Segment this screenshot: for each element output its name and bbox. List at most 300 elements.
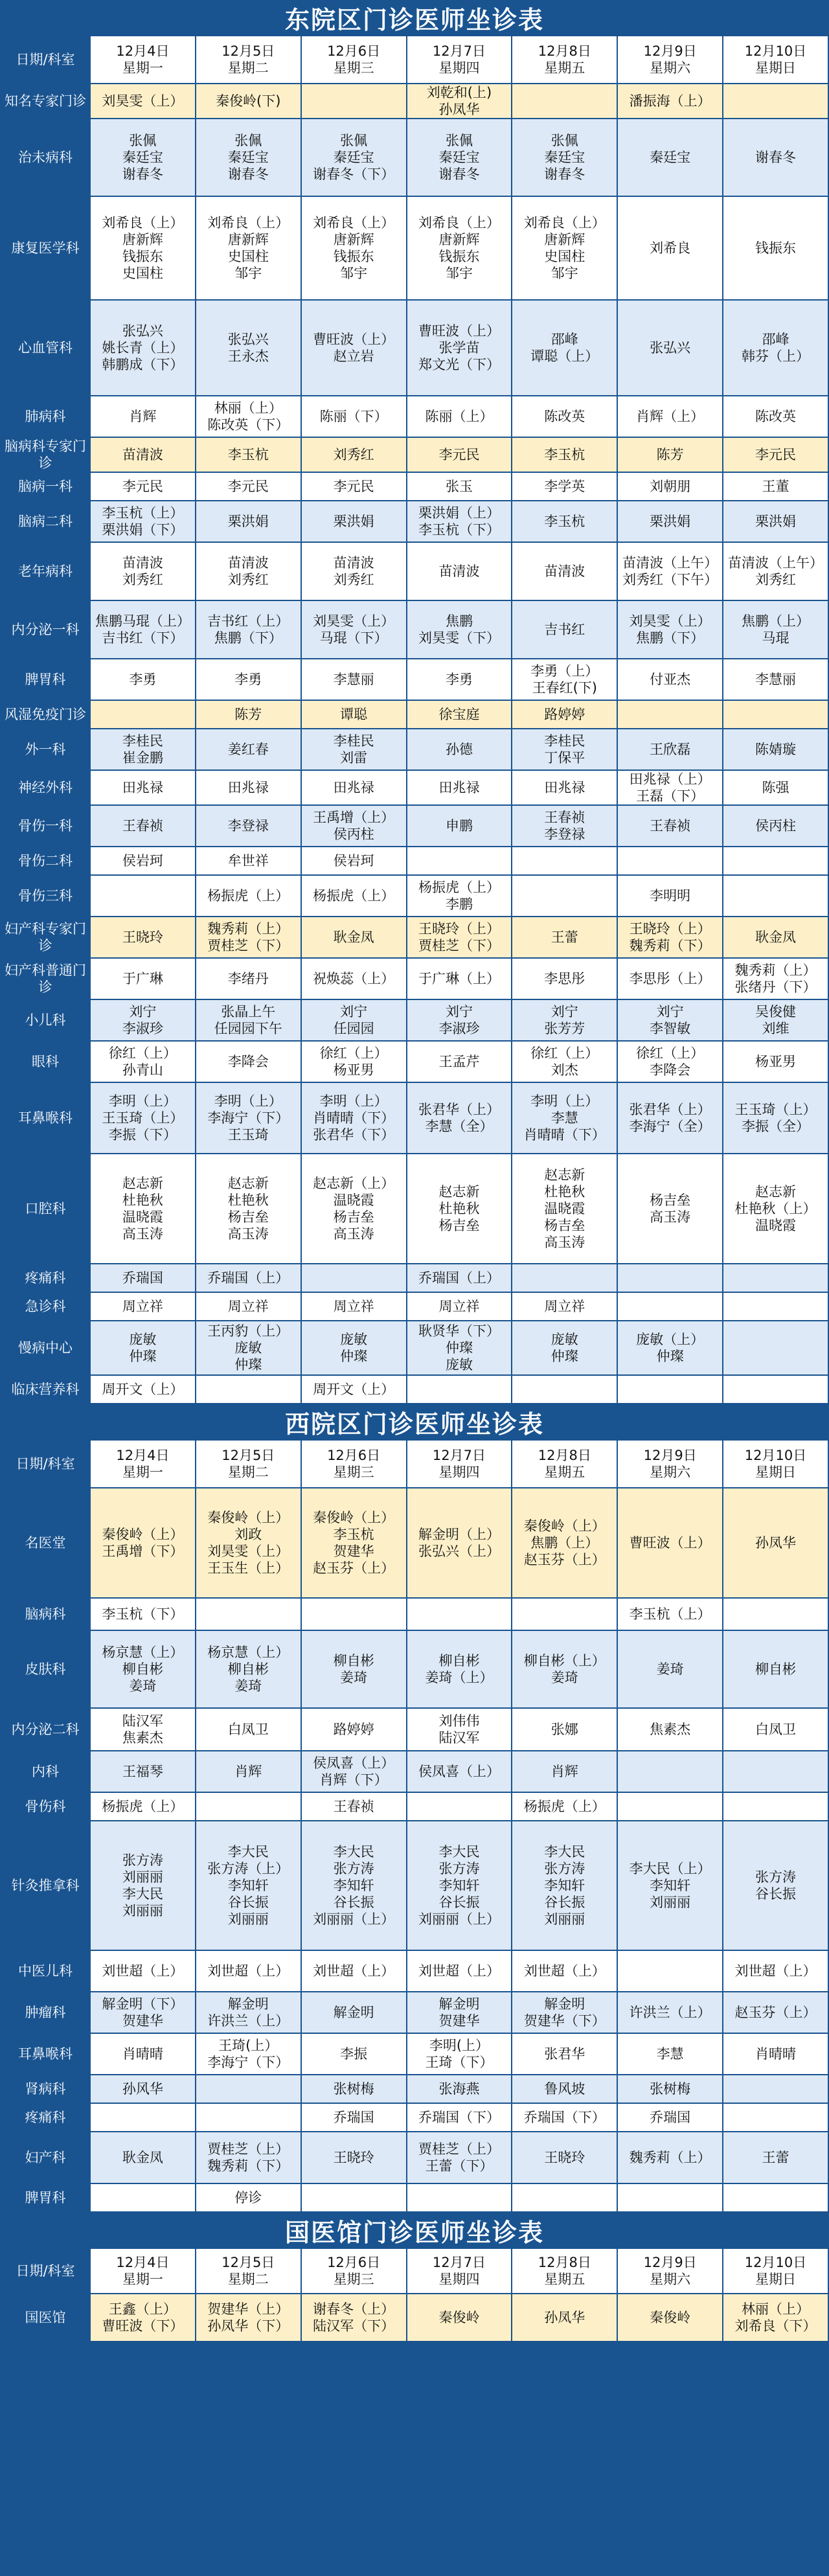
doctor-cell: 李登禄 bbox=[196, 805, 301, 847]
doctor-cell bbox=[617, 1292, 723, 1321]
doctor-cell: 李大民 张方涛（上） 李知轩 谷长振 刘丽丽 bbox=[196, 1821, 301, 1950]
day-header: 12月8日 星期五 bbox=[512, 1440, 617, 1488]
doctor-cell bbox=[617, 1375, 723, 1404]
schedule-row bbox=[1, 2183, 828, 2212]
doctor-cell: 白凤卫 bbox=[196, 1708, 301, 1751]
doctor-cell: 吴俊健 刘维 bbox=[723, 999, 828, 1041]
doctor-cell: 田兆禄 bbox=[196, 770, 301, 805]
department-name: 风湿免疫门诊 bbox=[1, 700, 90, 729]
doctor-cell bbox=[617, 1751, 723, 1792]
doctor-cell: 周立祥 bbox=[90, 1292, 196, 1321]
schedule-row bbox=[1, 729, 828, 770]
department-name: 脑病二科 bbox=[1, 501, 90, 542]
doctor-cell: 李降会 bbox=[196, 1041, 301, 1082]
doctor-cell: 庞敏 仲璨 bbox=[512, 1321, 617, 1375]
doctor-cell: 邵峰 韩芬（上） bbox=[723, 300, 828, 396]
doctor-cell: 焦鹏（上） 马琨 bbox=[723, 600, 828, 659]
doctor-cell bbox=[723, 1264, 828, 1292]
doctor-cell: 周立祥 bbox=[196, 1292, 301, 1321]
doctor-cell: 张玉 bbox=[407, 472, 512, 501]
doctor-cell: 刘宁 张芳芳 bbox=[512, 999, 617, 1041]
department-name: 知名专家门诊 bbox=[1, 84, 90, 119]
west-rows bbox=[1, 1488, 828, 2212]
doctor-cell: 陈改英 bbox=[723, 396, 828, 437]
west-title: 西院区门诊医师坐诊表 bbox=[0, 1404, 829, 1439]
doctor-cell: 陈改英 bbox=[512, 396, 617, 437]
doctor-cell bbox=[617, 1792, 723, 1821]
doctor-cell: 李桂民 丁保平 bbox=[512, 729, 617, 770]
day-header: 12月6日 星期三 bbox=[301, 2248, 407, 2294]
doctor-cell bbox=[723, 847, 828, 875]
doctor-cell: 李玉杭（下） bbox=[90, 1598, 196, 1630]
schedule-row bbox=[1, 1821, 828, 1950]
doctor-cell bbox=[723, 2103, 828, 2132]
doctor-cell: 乔瑞国（下） bbox=[407, 2103, 512, 2132]
doctor-cell: 肖辉（上） bbox=[617, 396, 723, 437]
doctor-cell bbox=[90, 700, 196, 729]
doctor-cell: 李勇 bbox=[90, 659, 196, 700]
doctor-cell: 张树梅 bbox=[301, 2075, 407, 2103]
day-header: 12月4日 星期一 bbox=[90, 1440, 196, 1488]
doctor-cell bbox=[723, 1598, 828, 1630]
doctor-cell: 刘世超（上） bbox=[301, 1950, 407, 1992]
doctor-cell: 侯岩珂 bbox=[90, 847, 196, 875]
doctor-cell: 张弘兴 王永杰 bbox=[196, 300, 301, 396]
doctor-cell bbox=[512, 2183, 617, 2212]
doctor-cell: 李明（上） 李海宁（下） 王玉琦 bbox=[196, 1082, 301, 1154]
gyg-schedule-table bbox=[0, 2248, 829, 2342]
doctor-cell: 苗清波 bbox=[512, 542, 617, 600]
department-name: 临床营养科 bbox=[1, 1375, 90, 1404]
day-header: 12月10日 星期日 bbox=[723, 2248, 828, 2294]
doctor-cell: 周立祥 bbox=[301, 1292, 407, 1321]
doctor-cell: 李玉杭 bbox=[512, 501, 617, 542]
schedule-row bbox=[1, 659, 828, 700]
gyg-rows bbox=[1, 2294, 828, 2342]
schedule-row bbox=[1, 472, 828, 501]
doctor-cell: 栗洪娟 bbox=[301, 501, 407, 542]
doctor-cell: 杨振虎（上） bbox=[90, 1792, 196, 1821]
department-name: 神经外科 bbox=[1, 770, 90, 805]
doctor-cell bbox=[196, 1375, 301, 1404]
doctor-cell: 栗洪娟 bbox=[617, 501, 723, 542]
doctor-cell: 贾桂芝（上） 王蕾（下） bbox=[407, 2132, 512, 2183]
doctor-cell: 柳自彬 姜琦 bbox=[301, 1630, 407, 1708]
doctor-cell: 张树梅 bbox=[617, 2075, 723, 2103]
doctor-cell: 鲁风坡 bbox=[512, 2075, 617, 2103]
doctor-cell: 侯岩珂 bbox=[301, 847, 407, 875]
doctor-cell: 徐宝庭 bbox=[407, 700, 512, 729]
doctor-cell: 李元民 bbox=[196, 472, 301, 501]
doctor-cell bbox=[301, 1598, 407, 1630]
doctor-cell: 秦俊岭（上） 王禹增（下） bbox=[90, 1488, 196, 1598]
schedule-row bbox=[1, 1708, 828, 1751]
doctor-cell: 李勇 bbox=[407, 659, 512, 700]
doctor-cell: 邵峰 谭聪（上） bbox=[512, 300, 617, 396]
doctor-cell: 张君华 bbox=[512, 2033, 617, 2075]
doctor-cell bbox=[301, 84, 407, 119]
doctor-cell: 李大民 张方涛 李知轩 谷长振 刘丽丽 bbox=[512, 1821, 617, 1950]
doctor-cell: 焦鹏马琨（上） 吉书红（下） bbox=[90, 600, 196, 659]
doctor-cell: 周立祥 bbox=[407, 1292, 512, 1321]
schedule-row bbox=[1, 600, 828, 659]
schedule-row bbox=[1, 300, 828, 396]
schedule-row bbox=[1, 1598, 828, 1630]
doctor-cell bbox=[407, 1792, 512, 1821]
schedule-row bbox=[1, 1041, 828, 1082]
department-name: 妇产科普通门诊 bbox=[1, 958, 90, 999]
department-name: 慢病中心 bbox=[1, 1321, 90, 1375]
doctor-cell: 王晓玲 bbox=[301, 2132, 407, 2183]
department-name: 外一科 bbox=[1, 729, 90, 770]
doctor-cell: 王蕾 bbox=[723, 2132, 828, 2183]
schedule-row bbox=[1, 847, 828, 875]
doctor-cell: 刘秀红 bbox=[301, 437, 407, 472]
doctor-cell: 柳自彬 bbox=[723, 1630, 828, 1708]
department-name: 肿瘤科 bbox=[1, 1992, 90, 2033]
doctor-cell: 曹旺波（上） 张学苗 郑文光（下） bbox=[407, 300, 512, 396]
schedule-row bbox=[1, 2132, 828, 2183]
doctor-cell: 苗清波 刘秀红 bbox=[196, 542, 301, 600]
west-schedule-table bbox=[0, 1439, 829, 2213]
doctor-cell: 王春祯 bbox=[90, 805, 196, 847]
doctor-cell: 陈芳 bbox=[617, 437, 723, 472]
doctor-cell: 肖辉 bbox=[90, 396, 196, 437]
doctor-cell: 张佩 秦廷宝 谢春冬 bbox=[196, 119, 301, 196]
doctor-cell: 李明（上） 李慧 肖晴晴（下） bbox=[512, 1082, 617, 1154]
doctor-cell bbox=[617, 847, 723, 875]
doctor-cell: 刘乾和(上) 孙凤华 bbox=[407, 84, 512, 119]
doctor-cell: 苗清波 刘秀红 bbox=[90, 542, 196, 600]
doctor-cell: 刘宁 李淑珍 bbox=[407, 999, 512, 1041]
doctor-cell: 秦俊岭（上） 刘政 刘昊雯（上） 王玉生（上） bbox=[196, 1488, 301, 1598]
doctor-cell: 徐红（上） 刘杰 bbox=[512, 1041, 617, 1082]
department-name: 妇产科 bbox=[1, 2132, 90, 2183]
doctor-cell: 刘世超（上） bbox=[196, 1950, 301, 1992]
doctor-cell: 刘希良 bbox=[617, 196, 723, 300]
schedule-row bbox=[1, 999, 828, 1041]
doctor-cell bbox=[617, 2183, 723, 2212]
doctor-cell: 李绪丹 bbox=[196, 958, 301, 999]
doctor-cell: 解金明 许洪兰（上） bbox=[196, 1992, 301, 2033]
doctor-cell: 刘世超（上） bbox=[407, 1950, 512, 1992]
doctor-cell: 乔瑞国 bbox=[301, 2103, 407, 2132]
doctor-cell: 杨振虎（上） bbox=[512, 1792, 617, 1821]
doctor-cell: 王禹增（上） 侯丙柱 bbox=[301, 805, 407, 847]
doctor-cell: 耿金凤 bbox=[90, 2132, 196, 2183]
doctor-cell: 钱振东 bbox=[723, 196, 828, 300]
day-header: 12月5日 星期二 bbox=[196, 2248, 301, 2294]
doctor-cell: 赵志新 杜艳秋 杨吉垒 bbox=[407, 1154, 512, 1264]
department-name: 口腔科 bbox=[1, 1154, 90, 1264]
doctor-cell: 秦廷宝 bbox=[617, 119, 723, 196]
gyg-title: 国医馆门诊医师坐诊表 bbox=[0, 2213, 829, 2248]
schedule-row bbox=[1, 2103, 828, 2132]
doctor-cell bbox=[723, 1292, 828, 1321]
doctor-cell: 苗清波（上午） 刘秀红 bbox=[723, 542, 828, 600]
doctor-cell: 秦俊岭（上） 焦鹏（上） 赵玉芬（上） bbox=[512, 1488, 617, 1598]
schedule-row bbox=[1, 501, 828, 542]
doctor-cell: 陆汉军 焦素杰 bbox=[90, 1708, 196, 1751]
doctor-cell: 谭聪 bbox=[301, 700, 407, 729]
doctor-cell: 乔瑞国 bbox=[617, 2103, 723, 2132]
doctor-cell bbox=[723, 1375, 828, 1404]
department-name: 耳鼻喉科 bbox=[1, 2033, 90, 2075]
doctor-cell: 刘昊雯（上） bbox=[90, 84, 196, 119]
department-name: 疼痛科 bbox=[1, 2103, 90, 2132]
day-header: 12月9日 星期六 bbox=[617, 2248, 723, 2294]
doctor-cell: 停诊 bbox=[196, 2183, 301, 2212]
department-name: 脑病科专家门诊 bbox=[1, 437, 90, 472]
doctor-cell: 徐红（上） 孙青山 bbox=[90, 1041, 196, 1082]
doctor-cell: 祝焕蕊（上） bbox=[301, 958, 407, 999]
day-header: 12月4日 星期一 bbox=[90, 36, 196, 84]
east-rows bbox=[1, 84, 828, 1404]
doctor-cell bbox=[301, 1264, 407, 1292]
day-header: 12月10日 星期日 bbox=[723, 36, 828, 84]
doctor-cell: 李明(上） 王琦（下） bbox=[407, 2033, 512, 2075]
doctor-cell: 刘世超（上） bbox=[723, 1950, 828, 1992]
doctor-cell: 刘宁 李淑珍 bbox=[90, 999, 196, 1041]
day-header: 12月8日 星期五 bbox=[512, 36, 617, 84]
schedule-row bbox=[1, 2075, 828, 2103]
doctor-cell: 张方涛 谷长振 bbox=[723, 1821, 828, 1950]
doctor-cell: 乔瑞国（下） bbox=[512, 2103, 617, 2132]
doctor-cell: 许洪兰（上） bbox=[617, 1992, 723, 2033]
doctor-cell: 李大民 张方涛 李知轩 谷长振 刘丽丽（上） bbox=[301, 1821, 407, 1950]
doctor-cell: 谢春冬 bbox=[723, 119, 828, 196]
doctor-cell: 吉书红 bbox=[512, 600, 617, 659]
doctor-cell: 李桂民 崔金鹏 bbox=[90, 729, 196, 770]
department-name: 小儿科 bbox=[1, 999, 90, 1041]
day-header: 12月7日 星期四 bbox=[407, 1440, 512, 1488]
doctor-cell: 李明（上） 肖晴晴（下） 张君华（下） bbox=[301, 1082, 407, 1154]
doctor-cell: 李玉杭（上） 栗洪娟（下） bbox=[90, 501, 196, 542]
doctor-cell: 孙凤华 bbox=[512, 2294, 617, 2342]
doctor-cell: 刘伟伟 陆汉军 bbox=[407, 1708, 512, 1751]
doctor-cell: 林丽（上） 刘希良（下） bbox=[723, 2294, 828, 2342]
doctor-cell: 魏秀莉（上） bbox=[617, 2132, 723, 2183]
department-name: 名医堂 bbox=[1, 1488, 90, 1598]
doctor-cell: 秦俊岭(下) bbox=[196, 84, 301, 119]
doctor-cell bbox=[90, 2183, 196, 2212]
schedule-row bbox=[1, 437, 828, 472]
doctor-cell: 陈强 bbox=[723, 770, 828, 805]
department-name: 脑病一科 bbox=[1, 472, 90, 501]
doctor-cell: 孙德 bbox=[407, 729, 512, 770]
doctor-cell: 李元民 bbox=[301, 472, 407, 501]
doctor-cell: 柳自彬（上） 姜琦 bbox=[512, 1630, 617, 1708]
east-header-row bbox=[1, 36, 828, 84]
doctor-cell: 李大民（上） 李知轩 刘丽丽 bbox=[617, 1821, 723, 1950]
doctor-cell: 解金明 bbox=[301, 1992, 407, 2033]
doctor-cell bbox=[723, 1751, 828, 1792]
doctor-cell bbox=[90, 875, 196, 917]
doctor-cell: 刘宁 任园园 bbox=[301, 999, 407, 1041]
doctor-cell: 赵志新 杜艳秋（上） 温晓霞 bbox=[723, 1154, 828, 1264]
doctor-cell: 张君华（上） 李慧（全） bbox=[407, 1082, 512, 1154]
doctor-cell: 赵志新 杜艳秋 温晓霞 高玉涛 bbox=[90, 1154, 196, 1264]
corner-cell: 日期/科室 bbox=[1, 2248, 90, 2294]
day-header: 12月4日 星期一 bbox=[90, 2248, 196, 2294]
doctor-cell: 李元民 bbox=[723, 437, 828, 472]
doctor-cell: 庞敏（上） 仲璨 bbox=[617, 1321, 723, 1375]
doctor-cell: 付亚杰 bbox=[617, 659, 723, 700]
doctor-cell: 肖辉 bbox=[512, 1751, 617, 1792]
schedule-row bbox=[1, 84, 828, 119]
schedule-row bbox=[1, 1292, 828, 1321]
doctor-cell: 耿金凤 bbox=[301, 917, 407, 958]
day-header: 12月9日 星期六 bbox=[617, 1440, 723, 1488]
doctor-cell: 田兆禄（上） 王磊（下） bbox=[617, 770, 723, 805]
department-name: 国医馆 bbox=[1, 2294, 90, 2342]
doctor-cell: 魏秀莉（上） 张绪丹（下） bbox=[723, 958, 828, 999]
department-name: 疼痛科 bbox=[1, 1264, 90, 1292]
doctor-cell: 杨振虎（上） 李鹏 bbox=[407, 875, 512, 917]
department-name: 脾胃科 bbox=[1, 659, 90, 700]
doctor-cell: 刘希良（上） 唐新辉 史国柱 邹宇 bbox=[196, 196, 301, 300]
doctor-cell: 李明（上） 王玉琦（上） 李振（下） bbox=[90, 1082, 196, 1154]
doctor-cell: 王春祯 bbox=[301, 1792, 407, 1821]
department-name: 针灸推拿科 bbox=[1, 1821, 90, 1950]
doctor-cell: 赵玉芬（上） bbox=[723, 1992, 828, 2033]
doctor-cell: 周开文（上） bbox=[90, 1375, 196, 1404]
doctor-cell: 刘朝朋 bbox=[617, 472, 723, 501]
doctor-cell: 潘振海（上） bbox=[617, 84, 723, 119]
department-name: 骨伤一科 bbox=[1, 805, 90, 847]
day-header: 12月6日 星期三 bbox=[301, 36, 407, 84]
doctor-cell: 田兆禄 bbox=[90, 770, 196, 805]
doctor-cell: 栗洪娟 bbox=[723, 501, 828, 542]
doctor-cell: 苗清波 bbox=[90, 437, 196, 472]
department-name: 肺病科 bbox=[1, 396, 90, 437]
schedule-row bbox=[1, 1488, 828, 1598]
schedule-row bbox=[1, 2033, 828, 2075]
department-name: 急诊科 bbox=[1, 1292, 90, 1321]
doctor-cell: 李慧丽 bbox=[723, 659, 828, 700]
doctor-cell: 王蕾 bbox=[512, 917, 617, 958]
doctor-cell: 庞敏 仲璨 bbox=[90, 1321, 196, 1375]
doctor-cell: 李思彤（上） bbox=[617, 958, 723, 999]
doctor-cell: 秦俊岭 bbox=[407, 2294, 512, 2342]
doctor-cell: 苗清波（上午） 刘秀红（下午） bbox=[617, 542, 723, 600]
doctor-cell: 徐红（上） 李降会 bbox=[617, 1041, 723, 1082]
doctor-cell: 苗清波 刘秀红 bbox=[301, 542, 407, 600]
doctor-cell: 刘希良（上） 唐新辉 钱振东 邹宇 bbox=[301, 196, 407, 300]
department-name: 妇产科专家门诊 bbox=[1, 917, 90, 958]
doctor-cell: 孙凤华 bbox=[723, 1488, 828, 1598]
doctor-cell: 刘世超（上） bbox=[90, 1950, 196, 1992]
doctor-cell: 陈芳 bbox=[196, 700, 301, 729]
doctor-cell: 李勇 bbox=[196, 659, 301, 700]
department-name: 脾胃科 bbox=[1, 2183, 90, 2212]
doctor-cell bbox=[512, 1264, 617, 1292]
doctor-cell: 张君华（上） 李海宁（全） bbox=[617, 1082, 723, 1154]
doctor-cell: 侯凤喜（上） 肖辉（下） bbox=[301, 1751, 407, 1792]
doctor-cell: 王欣磊 bbox=[617, 729, 723, 770]
doctor-cell: 周开文（上） bbox=[301, 1375, 407, 1404]
doctor-cell: 赵志新（上） 温晓霞 杨吉垒 高玉涛 bbox=[301, 1154, 407, 1264]
doctor-cell: 张佩 秦廷宝 谢春冬（下） bbox=[301, 119, 407, 196]
doctor-cell: 贾桂芝（上） 魏秀莉（下） bbox=[196, 2132, 301, 2183]
doctor-cell: 秦俊岭（上） 李玉杭 贺建华 赵玉芬（上） bbox=[301, 1488, 407, 1598]
doctor-cell: 王晓玲（上） 贾桂芝（下） bbox=[407, 917, 512, 958]
doctor-cell: 王孟芹 bbox=[407, 1041, 512, 1082]
doctor-cell: 王玉琦（上） 李振（全） bbox=[723, 1082, 828, 1154]
doctor-cell: 张佩 秦廷宝 谢春冬 bbox=[512, 119, 617, 196]
doctor-cell: 贺建华（上） 孙凤华（下） bbox=[196, 2294, 301, 2342]
doctor-cell: 秦俊岭 bbox=[617, 2294, 723, 2342]
department-name: 眼科 bbox=[1, 1041, 90, 1082]
day-header: 12月8日 星期五 bbox=[512, 2248, 617, 2294]
doctor-cell: 李玉杭（上） bbox=[617, 1598, 723, 1630]
schedule-row bbox=[1, 875, 828, 917]
doctor-cell: 张弘兴 bbox=[617, 300, 723, 396]
doctor-cell: 周立祥 bbox=[512, 1292, 617, 1321]
doctor-cell: 姜琦 bbox=[617, 1630, 723, 1708]
schedule-row bbox=[1, 700, 828, 729]
schedule-row bbox=[1, 1375, 828, 1404]
doctor-cell: 杨吉垒 高玉涛 bbox=[617, 1154, 723, 1264]
doctor-cell: 李勇（上） 王春红(下) bbox=[512, 659, 617, 700]
doctor-cell bbox=[512, 875, 617, 917]
doctor-cell: 刘希良（上） 唐新辉 钱振东 邹宇 bbox=[407, 196, 512, 300]
doctor-cell bbox=[196, 2075, 301, 2103]
doctor-cell: 谢春冬（上） 陆汉军（下） bbox=[301, 2294, 407, 2342]
doctor-cell: 李明明 bbox=[617, 875, 723, 917]
doctor-cell: 吉书红（上） 焦鹏（下） bbox=[196, 600, 301, 659]
doctor-cell: 庞敏 仲璨 bbox=[301, 1321, 407, 1375]
doctor-cell: 王春祯 bbox=[617, 805, 723, 847]
gyg-header-row bbox=[1, 2248, 828, 2294]
doctor-cell: 李元民 bbox=[90, 472, 196, 501]
doctor-cell: 李大民 张方涛 李知轩 谷长振 刘丽丽（上） bbox=[407, 1821, 512, 1950]
schedule-row bbox=[1, 396, 828, 437]
schedule-row bbox=[1, 805, 828, 847]
schedule-row bbox=[1, 1264, 828, 1292]
doctor-cell: 陈婧璇 bbox=[723, 729, 828, 770]
doctor-cell bbox=[723, 1321, 828, 1375]
doctor-cell bbox=[723, 700, 828, 729]
doctor-cell bbox=[617, 1950, 723, 1992]
doctor-cell bbox=[407, 1598, 512, 1630]
doctor-cell: 解金明（下） 贺建华 bbox=[90, 1992, 196, 2033]
schedule-row bbox=[1, 1154, 828, 1264]
doctor-cell bbox=[512, 1598, 617, 1630]
doctor-cell: 林丽（上） 陈改英（下） bbox=[196, 396, 301, 437]
department-name: 骨伤三科 bbox=[1, 875, 90, 917]
doctor-cell: 肖晴晴 bbox=[90, 2033, 196, 2075]
doctor-cell bbox=[617, 700, 723, 729]
schedule-row bbox=[1, 1751, 828, 1792]
doctor-cell bbox=[512, 1375, 617, 1404]
doctor-cell: 李玉杭 bbox=[512, 437, 617, 472]
doctor-cell: 肖晴晴 bbox=[723, 2033, 828, 2075]
doctor-cell: 路婷婷 bbox=[301, 1708, 407, 1751]
department-name: 皮肤科 bbox=[1, 1630, 90, 1708]
doctor-cell: 苗清波 bbox=[407, 542, 512, 600]
department-name: 老年病科 bbox=[1, 542, 90, 600]
doctor-cell bbox=[512, 84, 617, 119]
department-name: 骨伤科 bbox=[1, 1792, 90, 1821]
department-name: 中医儿科 bbox=[1, 1950, 90, 1992]
doctor-cell: 刘世超（上） bbox=[512, 1950, 617, 1992]
doctor-cell: 焦鹏 刘昊雯（下） bbox=[407, 600, 512, 659]
day-header: 12月7日 星期四 bbox=[407, 2248, 512, 2294]
corner-cell: 日期/科室 bbox=[1, 36, 90, 84]
department-name: 内科 bbox=[1, 1751, 90, 1792]
doctor-cell: 姜红春 bbox=[196, 729, 301, 770]
